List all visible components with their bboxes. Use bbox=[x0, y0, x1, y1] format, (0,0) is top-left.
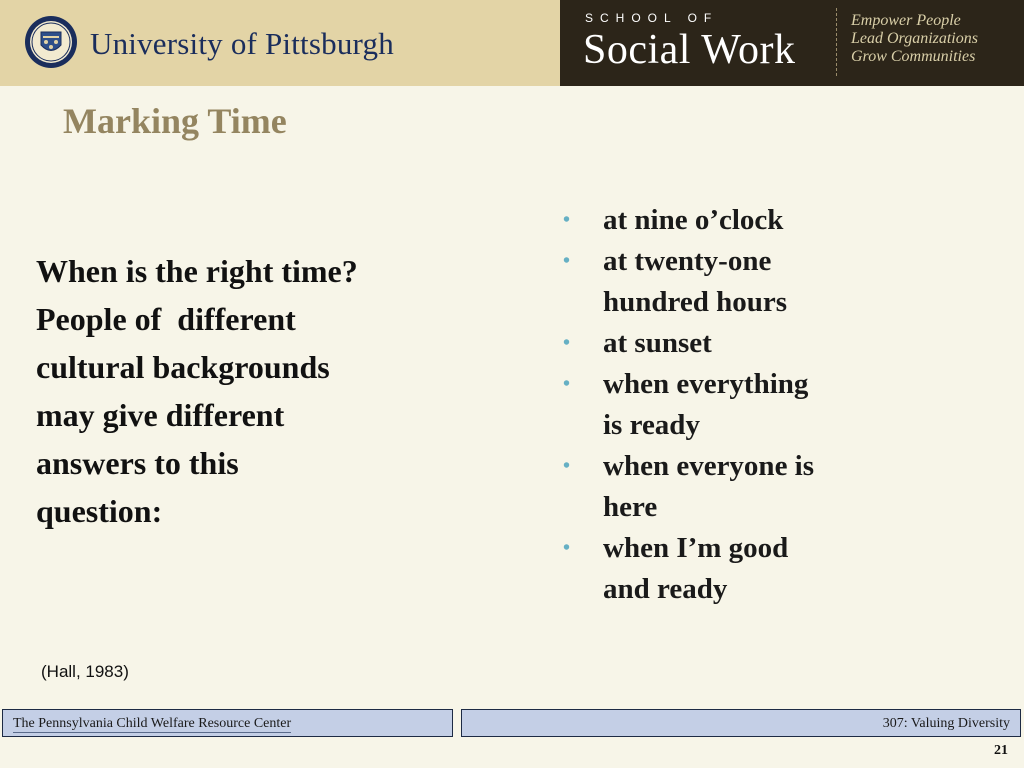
bullet-text: when everything bbox=[603, 368, 809, 400]
university-banner bbox=[0, 0, 560, 86]
footer-course-title: 307: Valuing Diversity bbox=[882, 716, 1010, 731]
bullet-item bbox=[563, 241, 883, 323]
bullet-list bbox=[563, 200, 883, 610]
bullet-text-continued: and ready bbox=[603, 573, 728, 605]
footer-right-box bbox=[461, 709, 1021, 737]
paragraph-line: When is the right time? bbox=[36, 253, 358, 289]
bullet-item bbox=[563, 200, 883, 241]
citation: (Hall, 1983) bbox=[41, 662, 129, 681]
school-label: SCHOOL OF bbox=[585, 11, 719, 25]
page-number: 21 bbox=[994, 743, 1008, 758]
slide-header bbox=[0, 0, 1024, 86]
paragraph-line: answers to this bbox=[36, 445, 239, 481]
university-seal-icon bbox=[24, 15, 78, 69]
bullet-text-continued: is ready bbox=[603, 409, 700, 441]
slide-title: Marking Time bbox=[63, 101, 287, 141]
bullet-item bbox=[563, 528, 883, 610]
bullet-icon: • bbox=[563, 537, 571, 559]
bullet-text: when everyone is bbox=[603, 450, 815, 482]
footer-left-box bbox=[2, 709, 453, 737]
bullet-item bbox=[563, 446, 883, 528]
tagline-line: Lead Organizations bbox=[851, 30, 978, 47]
bullet-text-continued: here bbox=[603, 491, 658, 523]
paragraph-line: may give different bbox=[36, 397, 285, 433]
paragraph-line: cultural backgrounds bbox=[36, 349, 330, 385]
paragraph-line: question: bbox=[36, 493, 163, 529]
tagline-line: Empower People bbox=[851, 12, 961, 29]
header-divider bbox=[836, 8, 838, 76]
bullet-text: at twenty-one bbox=[603, 245, 772, 277]
bullet-icon: • bbox=[563, 209, 571, 231]
bullet-icon: • bbox=[563, 455, 571, 477]
left-paragraph bbox=[36, 247, 456, 535]
bullet-text-continued: hundred hours bbox=[603, 286, 788, 318]
bullet-text: at sunset bbox=[603, 327, 712, 359]
bullet-icon: • bbox=[563, 373, 571, 395]
bullet-icon: • bbox=[563, 250, 571, 272]
bullet-text: at nine o’clock bbox=[603, 204, 784, 236]
paragraph-line: People of different bbox=[36, 301, 296, 337]
school-tagline bbox=[851, 12, 978, 66]
university-name: University of Pittsburgh bbox=[90, 26, 394, 61]
school-name: Social Work bbox=[583, 27, 796, 73]
tagline-line: Grow Communities bbox=[851, 48, 976, 65]
bullet-icon: • bbox=[563, 332, 571, 354]
footer-organization: The Pennsylvania Child Welfare Resource Center bbox=[13, 716, 292, 731]
bullet-item bbox=[563, 323, 883, 364]
bullet-text: when I’m good bbox=[603, 532, 789, 564]
bullet-item bbox=[563, 364, 883, 446]
